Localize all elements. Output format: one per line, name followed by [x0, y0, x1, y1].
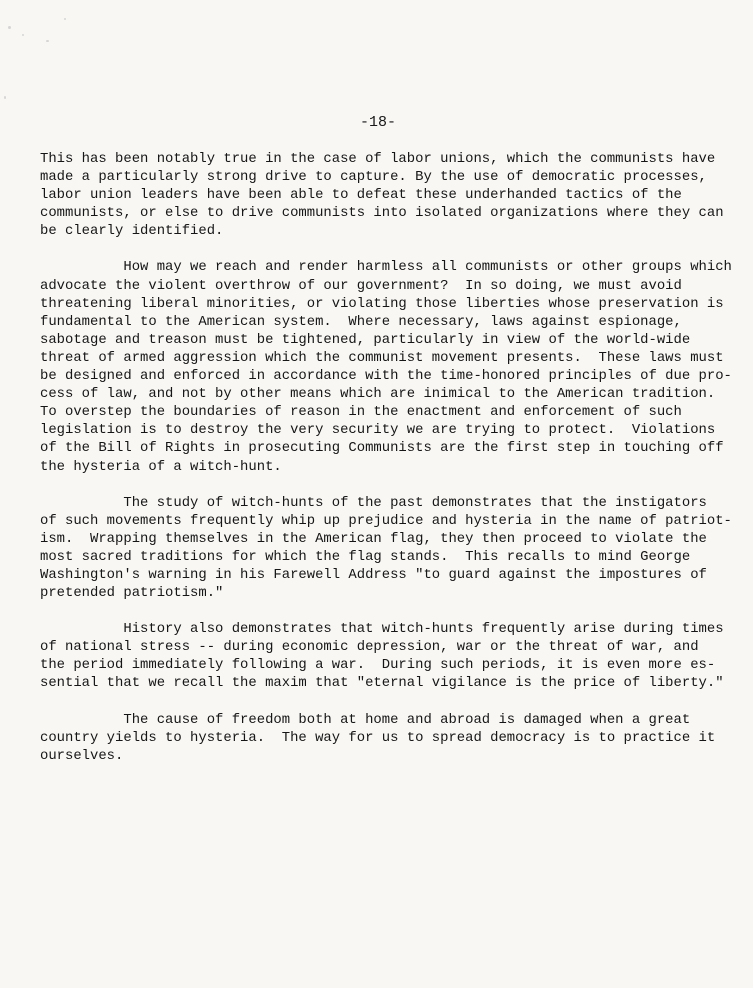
text-line: be clearly identified. — [40, 223, 224, 240]
text-line: country yields to hysteria. The way for us to spread democracy is to practice it — [40, 729, 716, 746]
paragraph-labor-unions — [40, 150, 730, 240]
paper-speck — [46, 40, 49, 42]
page-number: -18- — [360, 114, 397, 131]
text-line: Washington's warning in his Farewell Address "to guard against the impostures of — [40, 566, 707, 583]
text-line: the hysteria of a witch-hunt. — [40, 458, 282, 475]
paragraph-cause-of-freedom — [40, 711, 730, 765]
text-line: be designed and enforced in accordance with the time-honored principles of due pro- — [40, 368, 732, 385]
text-line: of such movements frequently whip up prejudice and hysteria in the name of patriot- — [40, 512, 732, 529]
text-line: threat of armed aggression which the communist movement presents. These laws must — [40, 349, 724, 366]
text-line: communists, or else to drive communists into isolated organizations where they can — [40, 205, 724, 222]
text-line: pretended patriotism." — [40, 585, 224, 602]
paper-speck — [22, 34, 24, 36]
text-line: cess of law, and not by other means which are inimical to the American tradition. — [40, 386, 716, 403]
paragraph-national-stress — [40, 620, 730, 692]
text-line: of the Bill of Rights in prosecuting Communists are the first step in touching off — [40, 440, 724, 457]
text-line: The cause of freedom both at home and abroad is damaged when a great — [40, 711, 691, 728]
text-line: ism. Wrapping themselves in the American flag, they then proceed to violate the — [40, 530, 707, 547]
paragraph-render-harmless — [40, 258, 730, 475]
paper-speck — [8, 26, 11, 29]
text-line: the period immediately following a war. During such periods, it is even more es- — [40, 657, 716, 674]
text-line: The study of witch-hunts of the past demonstrates that the instigators — [40, 494, 707, 511]
text-line: How may we reach and render harmless all communists or other groups which — [40, 259, 732, 276]
text-line: most sacred traditions for which the flag stands. This recalls to mind George — [40, 548, 691, 565]
text-line: History also demonstrates that witch-hunts frequently arise during times — [40, 621, 724, 638]
text-line: To overstep the boundaries of reason in the enactment and enforcement of such — [40, 404, 682, 421]
document-body — [40, 150, 730, 783]
paragraph-witch-hunts-past — [40, 494, 730, 603]
text-line: advocate the violent overthrow of our government? In so doing, we must avoid — [40, 277, 682, 294]
text-line: sabotage and treason must be tightened, particularly in view of the world-wide — [40, 331, 691, 348]
text-line: fundamental to the American system. Where necessary, laws against espionage, — [40, 313, 682, 330]
text-line: ourselves. — [40, 747, 124, 764]
text-line: of national stress -- during economic depression, war or the threat of war, and — [40, 639, 699, 656]
text-line: threatening liberal minorities, or violating those liberties whose preservation is — [40, 295, 724, 312]
text-line: This has been notably true in the case of labor unions, which the communists have — [40, 151, 716, 167]
paper-speck — [4, 96, 6, 99]
text-line: legislation is to destroy the very security we are trying to protect. Violations — [40, 422, 716, 439]
text-line: made a particularly strong drive to capture. By the use of democratic processes, — [40, 169, 707, 186]
text-line: labor union leaders have been able to defeat these underhanded tactics of the — [40, 187, 682, 204]
text-line: sential that we recall the maxim that "eternal vigilance is the price of liberty." — [40, 675, 724, 692]
paper-speck — [64, 18, 66, 20]
